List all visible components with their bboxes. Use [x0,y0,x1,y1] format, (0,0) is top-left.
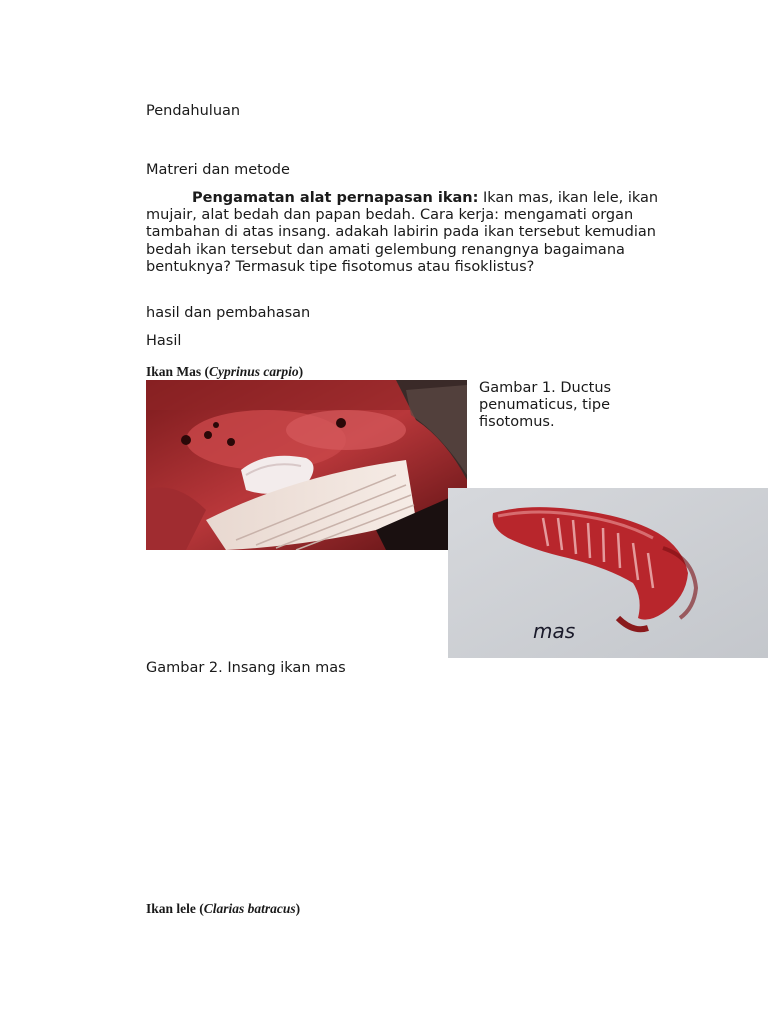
section-heading-intro: Pendahuluan [146,103,241,119]
handwritten-label: mas [533,619,576,643]
section-heading-results: Hasil [146,333,182,349]
section-heading-methods: Matreri dan metode [146,162,290,178]
figure-2-photo [448,488,768,658]
figure-1-photo [146,380,467,550]
fish-latin-name: Cyprinus carpio [209,364,299,379]
fish-name-close: ) [298,364,304,379]
fish-name: Ikan lele ( [146,901,204,916]
method-paragraph-text: Ikan mas, ikan lele, ikan mujair, alat bedah dan papan bedah. Cara kerja: mengamati organ tambahan di atas insang. adakah labirin pada ikan tersebut kemudian bedah ikan tersebut dan amati gelembung renangnya bagaimana bentuknya? Termasuk tipe fisotomus atau fisoklistus? [146,190,659,275]
fish-name-close: ) [295,901,301,916]
fish-latin-name: Clarias batracus [203,901,296,916]
method-paragraph-lead: Pengamatan alat pernapasan ikan: [192,190,479,206]
figure-1-caption: Gambar 1. Ductus penumaticus, tipe fisotomus. [479,380,612,430]
method-paragraph [146,190,666,276]
fish-heading-ikan-mas [146,364,303,380]
figure-2-caption: Gambar 2. Insang ikan mas [146,660,346,676]
fish-heading-ikan-lele [146,901,300,917]
fish-name: Ikan Mas ( [146,364,210,379]
section-heading-results-discussion: hasil dan pembahasan [146,305,311,321]
